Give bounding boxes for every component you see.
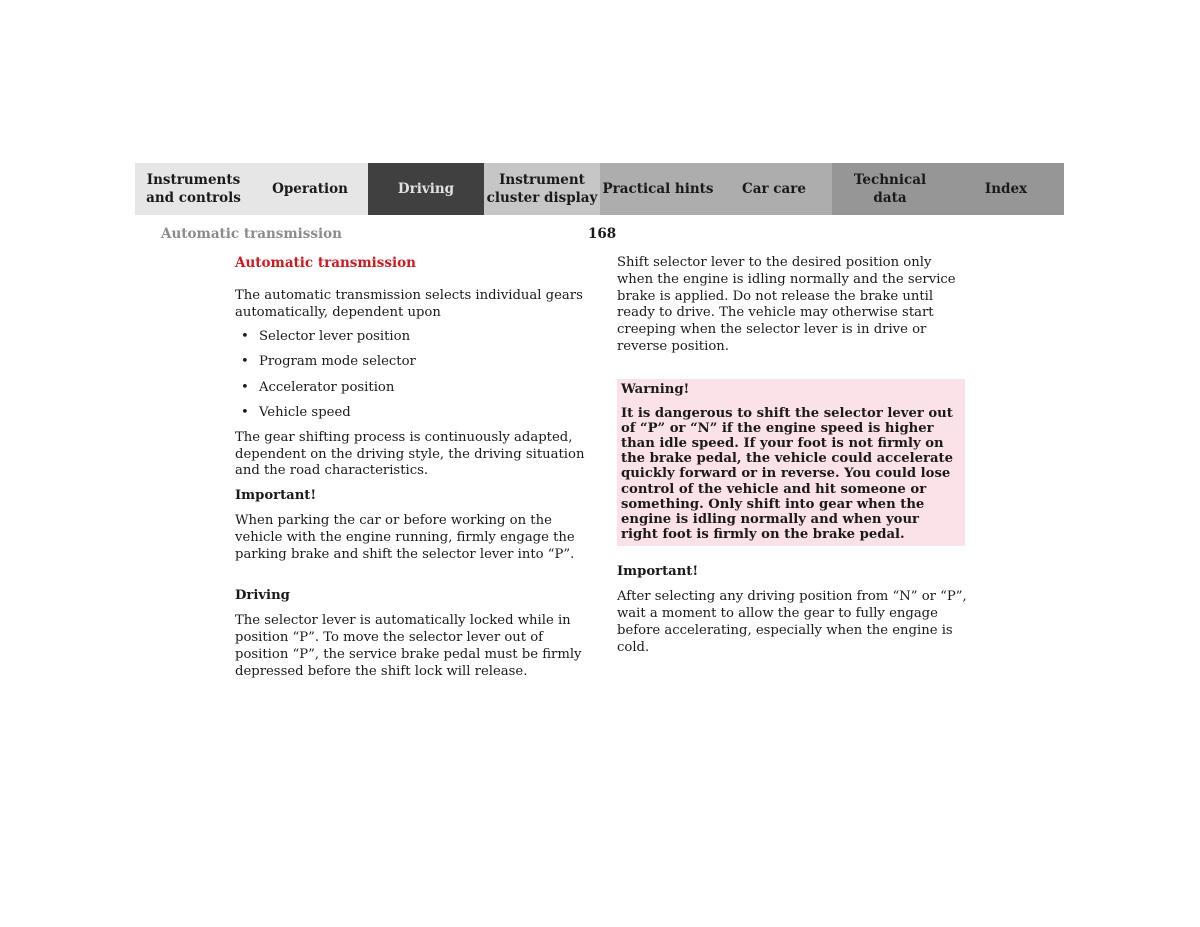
list-item-text: Vehicle speed: [259, 404, 351, 420]
chapter-tabs: [135, 163, 1064, 215]
important-heading-right: Important!: [617, 564, 699, 580]
bullet-icon: •: [241, 404, 249, 420]
right-column: [617, 255, 967, 664]
driving-paragraph: The selector lever is automatically locked while in position “P”. To move the selector lever out of position “P”, the service brake pedal must be firmly depressed before the shift lock will release.: [235, 613, 582, 679]
warning-box: [617, 379, 965, 547]
warning-title: Warning!: [621, 381, 690, 397]
bullet-icon: •: [241, 379, 249, 395]
tab-practical-hints[interactable]: Practical hints: [600, 163, 716, 215]
section-header: Automatic transmission: [161, 226, 342, 242]
warning-text: It is dangerous to shift the selector lever out of “P” or “N” if the engine speed is higher than idle speed. If your foot is not firmly on the brake pedal, the vehicle could accelerate quickly forward or in reverse. You could lose control of the vehicle and hit someone or something. Only shift into gear when the engine is idling normally and when your right foot is firmly on the brake pedal.: [621, 405, 953, 543]
bullet-icon: •: [241, 354, 249, 370]
tab-driving[interactable]: Driving: [368, 163, 484, 215]
bullet-icon: •: [241, 329, 249, 345]
left-column: [235, 255, 585, 688]
dependency-list: [235, 329, 585, 421]
list-item-text: Program mode selector: [259, 354, 416, 370]
important-heading: Important!: [235, 488, 317, 504]
important-paragraph: When parking the car or before working on the vehicle with the engine running, firmly engage the parking brake and shift the selector lever into “P”.: [235, 512, 575, 562]
page-number: 168: [588, 226, 617, 242]
tab-instruments-and-controls[interactable]: Instruments and controls: [135, 163, 252, 215]
list-item-text: Accelerator position: [259, 379, 395, 395]
intro-paragraph: The automatic transmission selects individual gears automatically, dependent upon: [235, 287, 583, 320]
shifting-paragraph: The gear shifting process is continuously adapted, dependent on the driving style, the driving situation and the road characteristics.: [235, 429, 585, 479]
tab-technical-data[interactable]: Technical data: [832, 163, 948, 215]
important-paragraph-right: After selecting any driving position from “N” or “P”, wait a moment to allow the gear to fully engage before accelerating, especially when the engine is cold.: [617, 589, 967, 655]
list-item: [235, 380, 585, 397]
tab-car-care[interactable]: Car care: [716, 163, 832, 215]
section-title: Automatic transmission: [235, 255, 416, 271]
list-item: [235, 354, 585, 371]
list-item: [235, 329, 585, 346]
tab-index[interactable]: Index: [948, 163, 1064, 215]
list-item-text: Selector lever position: [259, 329, 411, 345]
driving-heading: Driving: [235, 588, 290, 604]
shift-paragraph: Shift selector lever to the desired position only when the engine is idling normally and the service brake is applied. Do not release the brake until ready to drive. The vehicle may otherwise start creeping when the selector lever is in drive or reverse position.: [617, 255, 956, 354]
list-item: [235, 405, 585, 422]
tab-operation[interactable]: Operation: [252, 163, 368, 215]
tab-instrument-cluster-display[interactable]: Instrument cluster display: [484, 163, 600, 215]
